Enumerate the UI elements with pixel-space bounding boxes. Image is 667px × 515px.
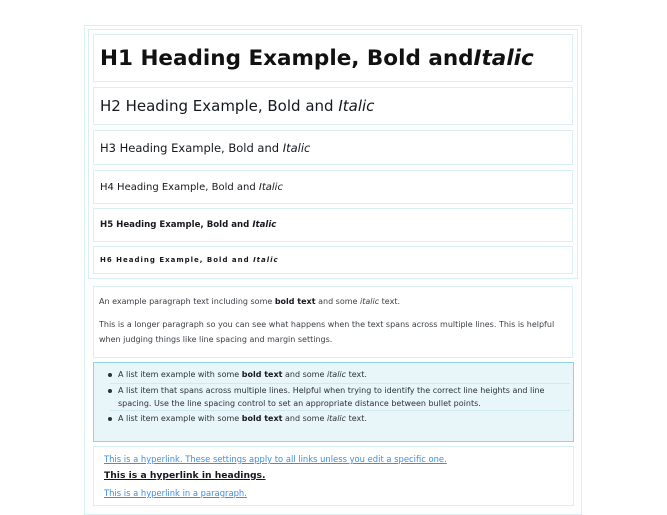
h6-heading [93, 246, 573, 274]
h4-heading [93, 170, 573, 204]
li1-after: text. [346, 370, 367, 379]
paragraph-hyperlink[interactable]: This is a hyperlink in a paragraph. [104, 488, 247, 498]
heading-hyperlink[interactable]: This is a hyperlink in headings. [104, 470, 266, 481]
p1-bold: bold text [274, 297, 316, 306]
h3-text: H3 Heading Example, Bold and [100, 140, 280, 155]
paragraph-long: This is a longer paragraph so you can see what happens when the text spans across multiple lines. This is helpful when judging things like line spacing and margin settings. [99, 320, 555, 344]
h1-text: H1 Heading Example, Bold and [100, 45, 474, 71]
hyperlink[interactable]: This is a hyperlink. These settings apply to all links unless you edit a specific one. [104, 454, 447, 464]
li3-italic: italic [326, 414, 347, 423]
h3-italic: Italic [282, 140, 311, 155]
list-divider [110, 410, 570, 411]
h2-text: H2 Heading Example, Bold and [100, 97, 334, 115]
li1-italic: italic [326, 370, 347, 379]
h2-heading [93, 87, 573, 125]
p1-middle: and some [315, 297, 361, 306]
li1-bold: bold text [241, 370, 283, 379]
p1-after: text. [379, 297, 400, 306]
li1-middle: and some [282, 370, 327, 379]
list-item [118, 369, 568, 382]
h4-italic: Italic [258, 181, 283, 193]
li3-middle: and some [282, 414, 327, 423]
h5-italic: Italic [252, 220, 277, 230]
h3-heading [93, 130, 573, 165]
li3-bold: bold text [241, 414, 283, 423]
list-item [118, 413, 568, 426]
p1-italic: italic [360, 297, 380, 306]
paragraph-short [99, 294, 569, 309]
list-item: A list item that spans across multiple lines. Helpful when trying to identify the correct line heights and line spacing. Use the line spacing control to set an appropriate distance between bullet points. [118, 385, 568, 410]
h6-text: H6 Heading Example, Bold and [100, 256, 250, 264]
h4-text: H4 Heading Example, Bold and [100, 181, 256, 193]
li1-text: A list item example with some [118, 370, 242, 379]
h5-text: H5 Heading Example, Bold and [100, 220, 250, 230]
li3-text: A list item example with some [118, 414, 242, 423]
h1-italic: Italic [473, 45, 534, 71]
h2-italic: Italic [338, 97, 375, 115]
p1-text: An example paragraph text including some [99, 297, 275, 306]
h1-heading [93, 34, 573, 82]
list-divider [110, 383, 570, 384]
h5-heading [93, 208, 573, 242]
li3-after: text. [346, 414, 367, 423]
h6-italic: Italic [253, 256, 279, 264]
